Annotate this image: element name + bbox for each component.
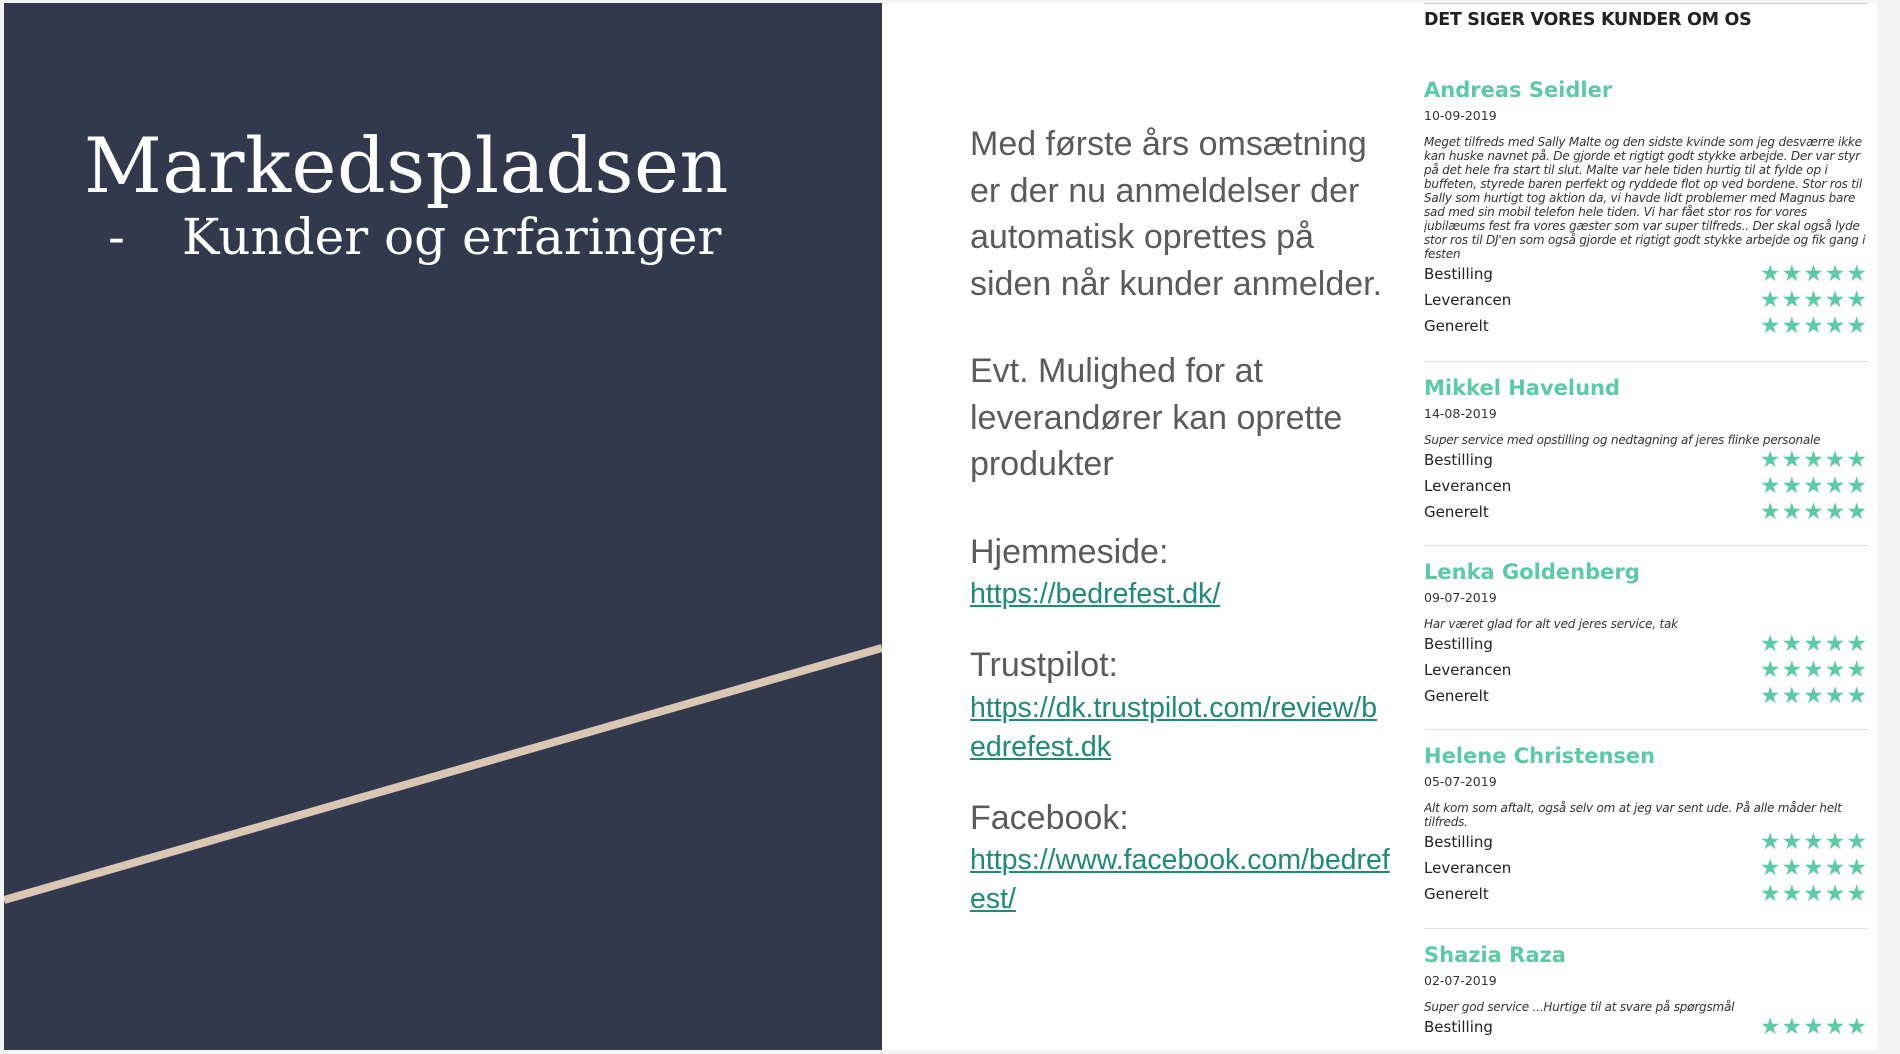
subtitle-dash: - [108,208,125,266]
review-date: 14-08-2019 [1424,406,1497,421]
subtitle-text: Kunder og erfaringer [182,208,722,266]
rating-row [1424,683,1868,709]
trustpilot-link[interactable]: https://dk.trustpilot.com/review/bedrefest.dk [970,691,1378,763]
star-rating-icon: ★★★★★ [1759,286,1868,313]
rating-label: Bestilling [1424,451,1493,469]
rating-label: Bestilling [1424,1018,1493,1036]
review-text: Super service med opstilling og nedtagning af jeres flinke personale [1424,433,1821,447]
star-rating-icon: ★★★★★ [1759,854,1868,881]
review-text: Har været glad for alt ved jeres service, tak [1424,617,1678,631]
rating-row [1424,447,1868,473]
homepage-block [970,529,1390,615]
rating-label: Bestilling [1424,833,1493,851]
review-divider [1424,729,1868,730]
rating-row [1424,881,1868,907]
rating-label: Bestilling [1424,265,1493,283]
star-rating-icon: ★★★★★ [1759,656,1868,683]
facebook-link[interactable]: https://www.facebook.com/bedrefest/ [970,844,1390,915]
review-item [1424,559,1868,709]
rating-row [1424,657,1868,683]
trustpilot-label: Trustpilot: [970,646,1119,684]
review-item [1424,375,1868,525]
review-text: Super god service ...Hurtige til at svare på spørgsmål [1424,1000,1735,1014]
rating-label: Generelt [1424,885,1489,903]
facebook-label: Facebook: [970,798,1129,837]
homepage-link[interactable]: https://bedrefest.dk/ [970,578,1221,610]
rating-label: Generelt [1424,317,1489,335]
rating-row [1424,287,1868,313]
paragraph-revenue: Med første års omsætning er der nu anmeldelser der automatisk oprettes på siden når kunder anmelder. [970,125,1383,303]
review-date: 09-07-2019 [1424,590,1497,605]
review-divider [1424,361,1868,362]
rating-row [1424,829,1868,855]
star-rating-icon: ★★★★★ [1759,472,1868,499]
rating-row [1424,631,1868,657]
star-rating-icon: ★★★★★ [1759,1013,1868,1040]
review-item [1424,77,1868,339]
rating-label: Generelt [1424,503,1489,521]
review-divider [1424,545,1868,546]
star-rating-icon: ★★★★★ [1759,828,1868,855]
review-date: 10-09-2019 [1424,108,1497,123]
reviewer-name: Mikkel Havelund [1424,376,1621,400]
facebook-block [970,795,1390,920]
widget-top-border [1424,3,1868,4]
star-rating-icon: ★★★★★ [1759,260,1868,287]
review-item [1424,743,1868,907]
review-text: Alt kom som aftalt, også selv om at jeg var sent ude. På alle måder helt tilfreds. [1424,801,1842,829]
body-text [970,121,1390,947]
rating-row [1424,499,1868,525]
rating-label: Leverancen [1424,661,1512,679]
star-rating-icon: ★★★★★ [1759,498,1868,525]
rating-label: Generelt [1424,687,1489,705]
reviewer-name: Lenka Goldenberg [1424,560,1640,584]
reviewer-name: Andreas Seidler [1424,78,1613,102]
rating-row [1424,313,1868,339]
slide-subtitle [108,208,721,266]
review-divider [1424,928,1868,929]
star-rating-icon: ★★★★★ [1759,880,1868,907]
homepage-label: Hjemmeside: [970,532,1169,571]
rating-row [1424,473,1868,499]
paragraph-suppliers: Evt. Mulighed for at leverandører kan oprette produkter [970,352,1343,483]
rating-row [1424,855,1868,881]
review-text: Meget tilfreds med Sally Malte og den sidste kvinde som jeg desværre ikke kan huske navnet på. De gjorde et rigtigt godt stykke arbejde. Der var styr på det hele fra start til slut. Malte var hele tiden hurtig til at fylde op i buffeten, styrede baren perfekt og ryddede flot op ved bordene. Stor ros til Sally som hurtigt tog aktion da, vi havde lidt problemer med Magnus bare sad med sin mobil telefon hele tiden. Vi har fået stor ros for vores jubilæums fest fra vores gæster som var super tilfreds.. Der skal også lyde stor ros til DJ'en som også gjorde et rigtigt godt stykke arbejde og fik gang i festen [1424,135,1866,261]
review-date: 02-07-2019 [1424,973,1497,988]
review-item [1424,942,1868,1040]
star-rating-icon: ★★★★★ [1759,682,1868,709]
trustpilot-block [970,642,1390,767]
rating-label: Leverancen [1424,859,1512,877]
slide-title: Markedspladsen [84,121,729,210]
title-panel [4,3,882,1050]
reviews-widget [1424,3,1868,1050]
reviewer-name: Shazia Raza [1424,943,1566,967]
star-rating-icon: ★★★★★ [1759,446,1868,473]
star-rating-icon: ★★★★★ [1759,312,1868,339]
slide [4,3,1877,1050]
reviewer-name: Helene Christensen [1424,744,1656,768]
rating-label: Leverancen [1424,477,1512,495]
review-date: 05-07-2019 [1424,774,1497,789]
reviews-header: DET SIGER VORES KUNDER OM OS [1424,10,1752,30]
rating-label: Leverancen [1424,291,1512,309]
rating-row [1424,1014,1868,1040]
rating-label: Bestilling [1424,635,1493,653]
star-rating-icon: ★★★★★ [1759,630,1868,657]
rating-row [1424,261,1868,287]
